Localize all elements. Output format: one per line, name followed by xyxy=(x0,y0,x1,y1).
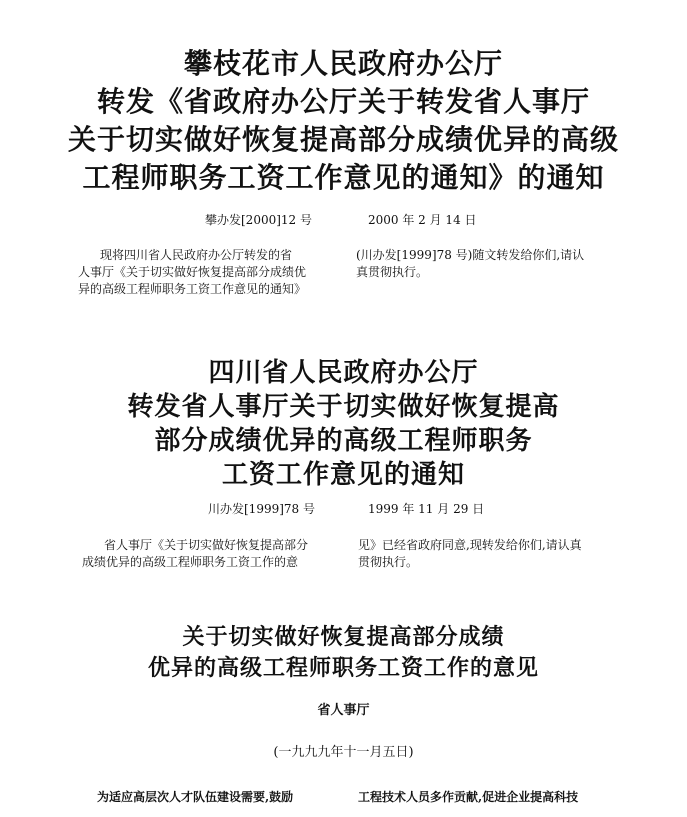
doc3-body-left-line-1: 为适应高层次人才队伍建设需要,鼓励 xyxy=(97,790,294,804)
doc1-body-right xyxy=(356,247,584,281)
doc3-date: (一九九九年十一月五日) xyxy=(273,745,414,760)
doc1-title-line-1: 攀枝花市人民政府办公厅 xyxy=(183,47,503,80)
doc2-body-left xyxy=(82,537,308,571)
doc3-body-right-line-1: 工程技术人员多作贡献,促进企业提高科技 xyxy=(358,790,579,804)
doc1-title-line-4: 工程师职务工资工作意见的通知》的通知 xyxy=(82,161,605,194)
doc2-title-line-2: 转发省人事厅关于切实做好恢复提高 xyxy=(127,392,560,422)
doc1-title-line-3: 关于切实做好恢复提高部分成绩优异的高级 xyxy=(67,123,619,156)
doc2-document-number: 川办发[1999]78 号 xyxy=(208,502,315,516)
doc2-body-left-line-2: 成绩优异的高级工程师职务工资工作的意 xyxy=(82,555,299,569)
doc1-body-left-line-3: 异的高级工程师职务工资工作意见的通知》 xyxy=(78,282,307,296)
doc1-body-left-line-2: 人事厅《关于切实做好恢复提高部分成绩优 xyxy=(78,265,307,279)
doc3-issuer: 省人事厅 xyxy=(317,703,370,718)
doc3-title-line-2: 优异的高级工程师职务工资工作的意见 xyxy=(147,655,539,681)
doc2-body-right-line-1: 见》已经省政府同意,现转发给你们,请认真 xyxy=(358,538,582,552)
doc1-date: 2000 年 2 月 14 日 xyxy=(368,213,477,227)
doc3-title-line-1: 关于切实做好恢复提高部分成绩 xyxy=(182,624,505,650)
doc2-body-right xyxy=(358,537,582,571)
doc3-body-left xyxy=(97,789,293,806)
doc1-document-number: 攀办发[2000]12 号 xyxy=(205,213,312,227)
doc2-body-left-line-1: 省人事厅《关于切实做好恢复提高部分 xyxy=(104,538,309,552)
doc2-body-right-line-2: 贯彻执行。 xyxy=(358,555,419,569)
doc2-title-line-4: 工资工作意见的通知 xyxy=(221,460,465,490)
doc1-title-line-2: 转发《省政府办公厅关于转发省人事厅 xyxy=(96,85,590,118)
doc1-body-left-line-1: 现将四川省人民政府办公厅转发的省 xyxy=(100,248,293,262)
doc2-title-line-3: 部分成绩优异的高级工程师职务 xyxy=(154,426,533,456)
doc3-body-right xyxy=(358,789,578,806)
doc1-body-right-line-2: 真贯彻执行。 xyxy=(356,265,429,279)
doc2-date: 1999 年 11 月 29 日 xyxy=(368,502,485,516)
doc1-body-right-line-1: (川办发[1999]78 号)随文转发给你们,请认 xyxy=(356,248,585,262)
doc1-body-left xyxy=(78,247,306,298)
doc2-title-line-1: 四川省人民政府办公厅 xyxy=(208,358,479,388)
